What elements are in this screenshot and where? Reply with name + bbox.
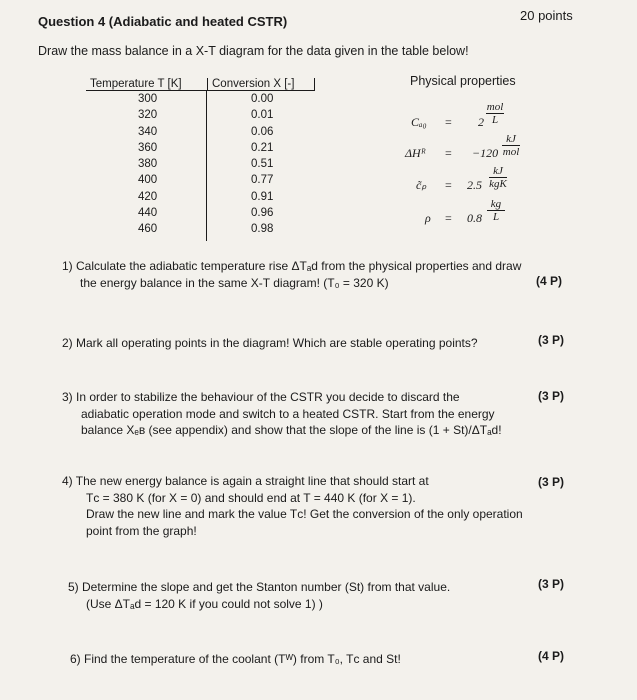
table-row	[86, 189, 315, 205]
question-4	[62, 473, 523, 539]
dhr-symbol: ΔHᴿ	[405, 146, 426, 160]
rho-unit-den: L	[492, 211, 500, 223]
conversion-cell: 0.00	[251, 93, 274, 105]
temperature-cell: 400	[86, 172, 207, 188]
conversion-cell: 0.21	[251, 141, 274, 154]
cp-value: 2.5	[467, 178, 482, 192]
rho-unit	[487, 198, 505, 223]
question-1-line-2: the energy balance in the same X-T diagram! (T₀ = 320 K)	[80, 275, 389, 290]
total-points: 20 points	[520, 8, 573, 23]
question-4-line-4: point from the graph!	[86, 523, 197, 538]
cp-unit-den: kgK	[489, 178, 507, 190]
cao-value: 2	[478, 115, 484, 129]
conversion-cell: 0.01	[251, 109, 274, 122]
temperature-cell: 300	[86, 91, 207, 107]
cao-symbol: Cₐ₀	[411, 115, 427, 129]
rho-value: 0.8	[467, 211, 482, 225]
temperature-cell: 320	[86, 107, 207, 123]
question-6-line-1: 6) Find the temperature of the coolant (Tᵂ) from T₀, Tᴄ and St!	[70, 652, 401, 666]
question-4-line-1: 4) The new energy balance is again a straight line that should start at	[62, 474, 429, 488]
dhr-unit	[502, 133, 520, 158]
conversion-cell: 0.91	[251, 190, 274, 203]
cao-unit-den: L	[491, 114, 499, 126]
question-4-points: (3 P)	[538, 475, 565, 489]
conversion-cell: 0.06	[251, 125, 274, 138]
cp-equals: =	[445, 178, 452, 192]
question-5	[68, 579, 450, 612]
question-3	[62, 389, 502, 439]
question-2-points: (3 P)	[538, 333, 565, 347]
table-row	[86, 91, 315, 107]
table-row	[86, 156, 315, 172]
dhr-unit-num: kJ	[506, 133, 516, 145]
question-3-line-3: balance Xₑʙ (see appendix) and show that the slope of the line is (1 + St)/ΔTₐd!	[81, 423, 502, 437]
rho-unit-num: kg	[490, 198, 502, 210]
question-4-line-2: Tᴄ = 380 K (for X = 0) and should end at T = 440 K (for X = 1).	[86, 490, 416, 505]
temperature-cell: 360	[86, 140, 207, 156]
col-temperature-header: Temperature T [K]	[86, 78, 208, 90]
physical-properties-heading: Physical properties	[410, 74, 516, 88]
question-1-line-1: 1) Calculate the adiabatic temperature rise ΔTₐd from the physical properties and draw	[62, 259, 522, 273]
question-6-points: (4 P)	[538, 649, 565, 663]
question-3-line-2: adiabatic operation mode and switch to a heated CSTR. Start from the energy	[81, 406, 495, 421]
table-row	[86, 140, 315, 156]
dhr-value: −120	[472, 146, 499, 160]
conversion-cell: 0.96	[251, 207, 274, 220]
cao-equals: =	[445, 115, 452, 129]
table-row	[86, 124, 315, 140]
question-title: Question 4 (Adiabatic and heated CSTR)	[38, 14, 288, 29]
question-3-points: (3 P)	[538, 389, 565, 403]
cp-symbol: c̃ₚ	[416, 178, 427, 192]
temperature-cell: 460	[86, 221, 207, 241]
question-1	[62, 258, 521, 291]
temperature-cell: 340	[86, 124, 207, 140]
question-1-points: (4 P)	[536, 274, 563, 288]
conversion-cell: 0.51	[251, 158, 274, 171]
question-3-line-1: 3) In order to stabilize the behaviour of the CSTR you decide to discard the	[62, 390, 460, 404]
question-6	[70, 651, 401, 668]
question-2-line-1: 2) Mark all operating points in the diagram! Which are stable operating points?	[62, 336, 478, 350]
cp-unit-num: kJ	[493, 165, 503, 177]
cao-unit-num: mol	[486, 101, 504, 113]
question-2	[62, 335, 478, 352]
temperature-cell: 440	[86, 205, 207, 221]
question-5-line-1: 5) Determine the slope and get the Stanton number (St) from that value.	[68, 580, 451, 594]
data-table	[86, 78, 315, 238]
col-conversion-header: Conversion X [-]	[208, 78, 315, 90]
temperature-cell: 420	[86, 189, 207, 205]
table-row	[86, 107, 315, 123]
question-4-line-3: Draw the new line and mark the value Tᴄ! Get the conversion of the only operation	[86, 507, 523, 521]
table-header	[86, 78, 315, 91]
instruction-text: Draw the mass balance in a X-T diagram for the data given in the table below!	[38, 44, 469, 58]
dhr-unit-den: mol	[502, 146, 520, 158]
cp-unit	[489, 165, 507, 190]
cao-unit	[486, 101, 504, 126]
dhr-equals: =	[445, 146, 452, 160]
rho-symbol: ρ	[425, 211, 431, 225]
temperature-cell: 380	[86, 156, 207, 172]
table-row	[86, 221, 315, 237]
question-5-line-2: (Use ΔTₐd = 120 K if you could not solve 1) )	[86, 596, 323, 611]
conversion-cell: 0.77	[251, 174, 274, 187]
conversion-cell: 0.98	[251, 223, 274, 236]
question-5-points: (3 P)	[538, 577, 565, 591]
table-row	[86, 172, 315, 188]
rho-equals: =	[445, 211, 452, 225]
table-row	[86, 205, 315, 221]
